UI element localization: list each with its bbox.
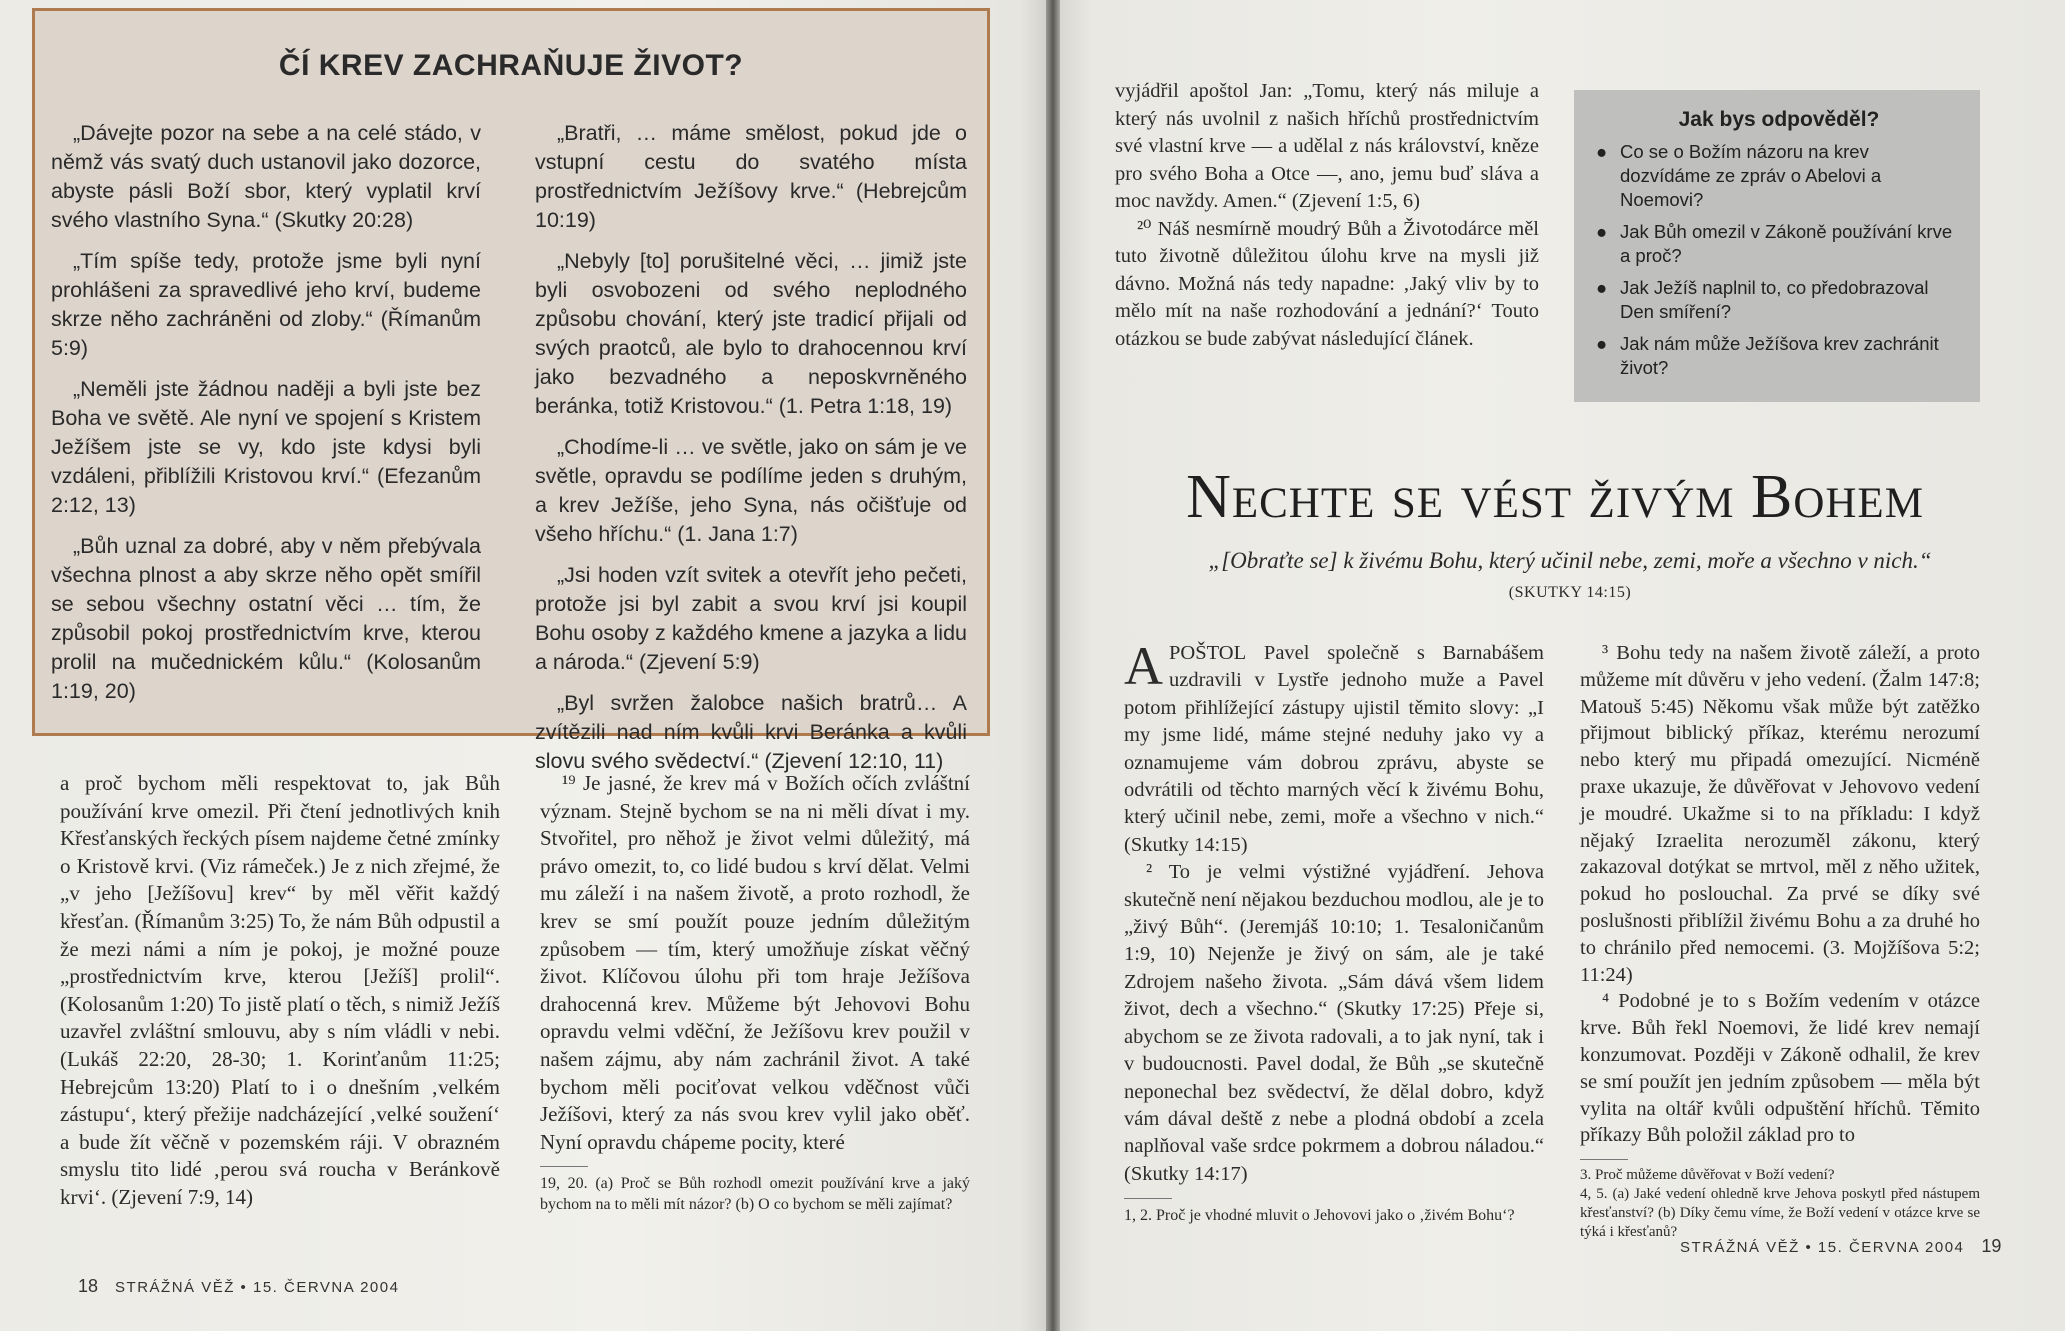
- box-quote: „Bůh uznal za dobré, aby v něm přebývala všechna plnost a aby skrze něho opět smířil se sebou všechny ostatní věci … tím, že způsobil pokoj prostřednictvím krve, kterou prolil na mučednickém kůlu.“ (Kolosanům 1:19, 20): [51, 534, 481, 703]
- article-title: Nechte se vést živým Bohem: [1186, 463, 1924, 531]
- book-spine: [1046, 0, 1060, 1331]
- divider: [1124, 1198, 1172, 1199]
- theme-scripture: [1190, 546, 1950, 607]
- divider: [540, 1166, 588, 1167]
- motto-reference: (SKUTKY 14:15): [1508, 584, 1632, 601]
- right-column-1: [1124, 636, 1544, 1226]
- body-paragraph: vyjádřil apoštol Jan: „Tomu, který nás miluje a který nás uvolnil z našich hříchů prostřednictvím své vlastní krve — a udělal z nás království, kněze pro svého Boha a Otce —, ano, jemu buď sláva a moc navždy. Amen.“ (Zjevení 1:5, 6): [1115, 80, 1539, 212]
- page-number: 19: [1981, 1236, 2002, 1256]
- drop-cap: A: [1124, 636, 1163, 696]
- box-quote: „Dávejte pozor na sebe a na celé stádo, v němž vás svatý duch ustanovil jako dozorce, abyste pásli Boží sbor, který vyplatil krví svého vlastního Syna.“ (Skutky 20:28): [51, 121, 481, 232]
- bullet-icon: ●: [1596, 221, 1608, 242]
- study-question: 1, 2. Proč je vhodné mluvit o Jehovovi jako o ‚živém Bohu‘?: [1124, 1207, 1515, 1225]
- box-quote: „Neměli jste žádnou naději a byli jste bez Boha ve světě. Ale nyní ve spojení s Kristem Ježíšem jste se vy, kdo jste kdysi byli vzdáleni, přiblížili Kristovou krví.“ (Efezanům 2:12, 13): [51, 377, 481, 517]
- box-quote: „Tím spíše tedy, protože jsme byli nyní prohlášeni za spravedlivé jeho krví, budeme skrze něho zachráněni od zloby.“ (Římanům 5:9): [51, 249, 481, 360]
- box-column-2: [535, 119, 967, 788]
- scripture-box: [32, 8, 990, 773]
- divider: [1580, 1159, 1628, 1160]
- page-footer: [1680, 1236, 2001, 1257]
- sidebar-title: Jak bys odpověděl?: [1678, 108, 1880, 131]
- left-column-1: [60, 770, 500, 1212]
- study-question: 19, 20. (a) Proč se Bůh rozhodl omezit používání krve a jaký bychom na to měli mít názor? (b) O co bychom se měli zajímat?: [540, 1175, 970, 1214]
- bullet-icon: ●: [1596, 141, 1608, 162]
- body-paragraph: ¹⁹ Je jasné, že krev má v Božích očích zvláštní význam. Stejně bychom se na ni měli dívat i my. Stvořitel, pro něhož je život velmi důležitý, má právo omezit, to, co lidé budou s krví dělat. Velmi mu záleží i na našem životě, a proto rozhodl, že krev se smí použít pouze jedním důležitým způsobem — tím, který umožňuje získat věčný život. Klíčovou úlohu při tom hraje Ježíšova drahocenná krev. Můžeme být Jehovovi Bohu opravdu velmi vděční, že Ježíšovu krev použil v našem zájmu, aby nám zachránil život. A také bychom měli pociťovat velkou vděčnost vůči Ježíšovi, který za nás svou krev vylil jako oběť. Nyní opravdu chápeme pocity, které: [540, 771, 970, 1154]
- bullet-icon: ●: [1596, 333, 1608, 354]
- review-sidebar: [1574, 90, 1980, 402]
- study-question: 3. Proč můžeme důvěřovat v Boží vedení?: [1580, 1167, 1835, 1184]
- review-question-list: [1594, 140, 1964, 380]
- lead-word: POŠTOL: [1169, 642, 1247, 664]
- review-question: ● Jak Ježíš naplnil to, co předobrazoval Den smíření?: [1596, 277, 1929, 322]
- footer-text: STRÁŽNÁ VĚŽ • 15. ČERVNA 2004: [115, 1279, 400, 1296]
- review-question: ● Jak Bůh omezil v Zákoně používání krve a proč?: [1596, 221, 1953, 266]
- page-number: 18: [78, 1276, 99, 1296]
- box-title: ČÍ KREV ZACHRAŇUJE ŽIVOT?: [278, 49, 744, 82]
- body-paragraph: ²⁰ Náš nesmírně moudrý Bůh a Životodárce měl tuto životně důležitou úlohu krve na mysli již dávno. Možná nás tedy napadne: ‚Jaký vliv by to mělo mít na naše rozhodování a jednání?‘ Touto otázkou se bude zabývat následující článek.: [1115, 217, 1539, 350]
- opening-paragraph: APOŠTOL Pavel společně s Barnabášem uzdravili v Lystře jednoho muže a Pavel potom přihlížející zástupy ujistil těmito slovy: „I my jsme lidé, máme stejné neduhy jako vy a oznamujeme vám dobrou zprávu, abyste se odvrátili od těchto marných věcí k živému Bohu, který učinil nebe, zemi, moře a všechno v nich.“ (Skutky 14:15): [1124, 636, 1544, 856]
- right-top-column: [1115, 78, 1539, 353]
- page-footer: [78, 1276, 399, 1297]
- study-question: 4, 5. (a) Jaké vedení ohledně krve Jehova poskytl před nástupem křesťanství? (b) Díky čemu víme, že Boží vedení v otázce krve se týká i křesťanů?: [1580, 1186, 1980, 1241]
- box-quote: „Byl svržen žalobce našich bratrů… A zvítězili nad ním kvůli krvi Beránka a kvůli slovu svého svědectví.“ (Zjevení 12:10, 11): [535, 691, 967, 773]
- body-paragraph: ³ Bohu tedy na našem životě záleží, a proto můžeme mít důvěru v jeho vedení. (Žalm 147:8; Matouš 5:45) Někomu však může být zatěžko přijmout biblický příkaz, kterému nerozumí nebo který mu připadá omezující. Nicméně praxe ukazuje, že důvěřovat v Jehovovo vedení je moudré. Ukažme si to na příkladu: I když nějaký Izraelita nerozuměl zákonu, který zakazoval dotýkat se mrtvol, měl z něho užitek, pokud ho poslouchal. Za prvé se díky své poslušnosti přiblížil živému Bohu a za druhé ho to chránilo před nemocemi. (3. Mojžíšova 5:2; 11:24): [1580, 642, 1980, 986]
- right-column-2: [1580, 640, 1980, 1242]
- box-quote: „Nebyly [to] porušitelné věci, … jimiž jste byli osvobozeni od svého neplodného způsobu chování, který jste tradicí přijali od svých praotců, ale bylo to drahocennou krví jako bezvadného a neposkvrněného beránka, totiž Kristovou.“ (1. Petra 1:18, 19): [535, 249, 967, 418]
- motto-text: „[Obraťte se] k živému Bohu, který učinil nebe, zemi, moře a všechno v nich.“: [1208, 548, 1932, 573]
- review-question: ● Co se o Božím názoru na krev dozvídáme ze zpráv o Abelovi a Noemovi?: [1596, 141, 1882, 210]
- footer-text: STRÁŽNÁ VĚŽ • 15. ČERVNA 2004: [1680, 1239, 1965, 1256]
- review-question: ● Jak nám může Ježíšova krev zachránit život?: [1596, 333, 1939, 378]
- body-paragraph: a proč bychom měli respektovat to, jak Bůh používání krve omezil. Při čtení jednotlivých knih Křesťanských řeckých písem najdeme četné zmínky o Kristově krvi. (Viz rámeček.) Je z nich zřejmé, že „v jeho [Ježíšovu] krev“ by měl věřit každý křesťan. (Římanům 3:25) To, že nám Bůh odpustil a že mezi námi a ním je pokoj, je možné pouze „prostřednictvím krve, kterou [Ježíš] prolil“. (Kolosanům 1:20) To jistě platí o těch, s nimiž Ježíš uzavřel zvláštní smlouvu, aby s ním vládli v nebi. (Lukáš 22:20, 28-30; 1. Korinťanům 11:25; Hebrejcům 13:20) Platí to i o dnešním ‚velkém zástupu‘, který přežije nadcházející ‚velké soužení‘ a bude žít věčně v pozemském ráji. V obrazném smyslu tito lidé ‚perou svá roucha v Beránkově krvi‘. (Zjevení 7:9, 14): [60, 771, 500, 1209]
- box-column-1: [51, 119, 481, 718]
- box-quote: „Jsi hoden vzít svitek a otevřít jeho pečeti, protože jsi byl zabit a svou krví jsi koupil Bohu osoby z každého kmene a jazyka a lidu a národa.“ (Zjevení 5:9): [535, 563, 967, 674]
- left-column-2: [540, 770, 970, 1215]
- bullet-icon: ●: [1596, 277, 1608, 298]
- body-paragraph: ² To je velmi výstižné vyjádření. Jehova skutečně není nějakou bezduchou modlou, ale je to „živý Bůh“. (Jeremjáš 10:10; 1. Tesaloničanům 1:9, 10) Nejenže je živý on sám, ale je také Zdrojem našeho života. „Sám dává všem lidem život, dech a všechno.“ (Skutky 17:25) Přeje si, abychom se ze života radovali, a to jak nyní, tak i v budoucnosti. Pavel dodal, že Bůh „se skutečně neponechal bez svědectví, že dělal dobro, když vám dával deště z nebe a plodná období a zcela naplňoval vaše srdce pokrmem a dobrou náladou.“ (Skutky 14:17): [1124, 861, 1544, 1185]
- box-quote: „Chodíme-li … ve světle, jako on sám je ve světle, opravdu se podílíme jeden s druhým, a krev Ježíše, jeho Syna, nás očišťuje od všeho hříchu.“ (1. Jana 1:7): [535, 435, 967, 546]
- body-paragraph: ⁴ Podobné je to s Božím vedením v otázce krve. Bůh řekl Noemovi, že lidé krev nemají konzumovat. Později v Zákoně odhalil, že krev se smí použít jen jedním způsobem — měla být vylita na oltář kvůli odpuštění hříchů. Těmito příkazy Bůh položil základ pro to: [1580, 990, 1980, 1147]
- box-quote: „Bratři, … máme smělost, pokud jde o vstupní cestu do svatého místa prostřednictvím Ježíšovy krve.“ (Hebrejcům 10:19): [535, 121, 967, 232]
